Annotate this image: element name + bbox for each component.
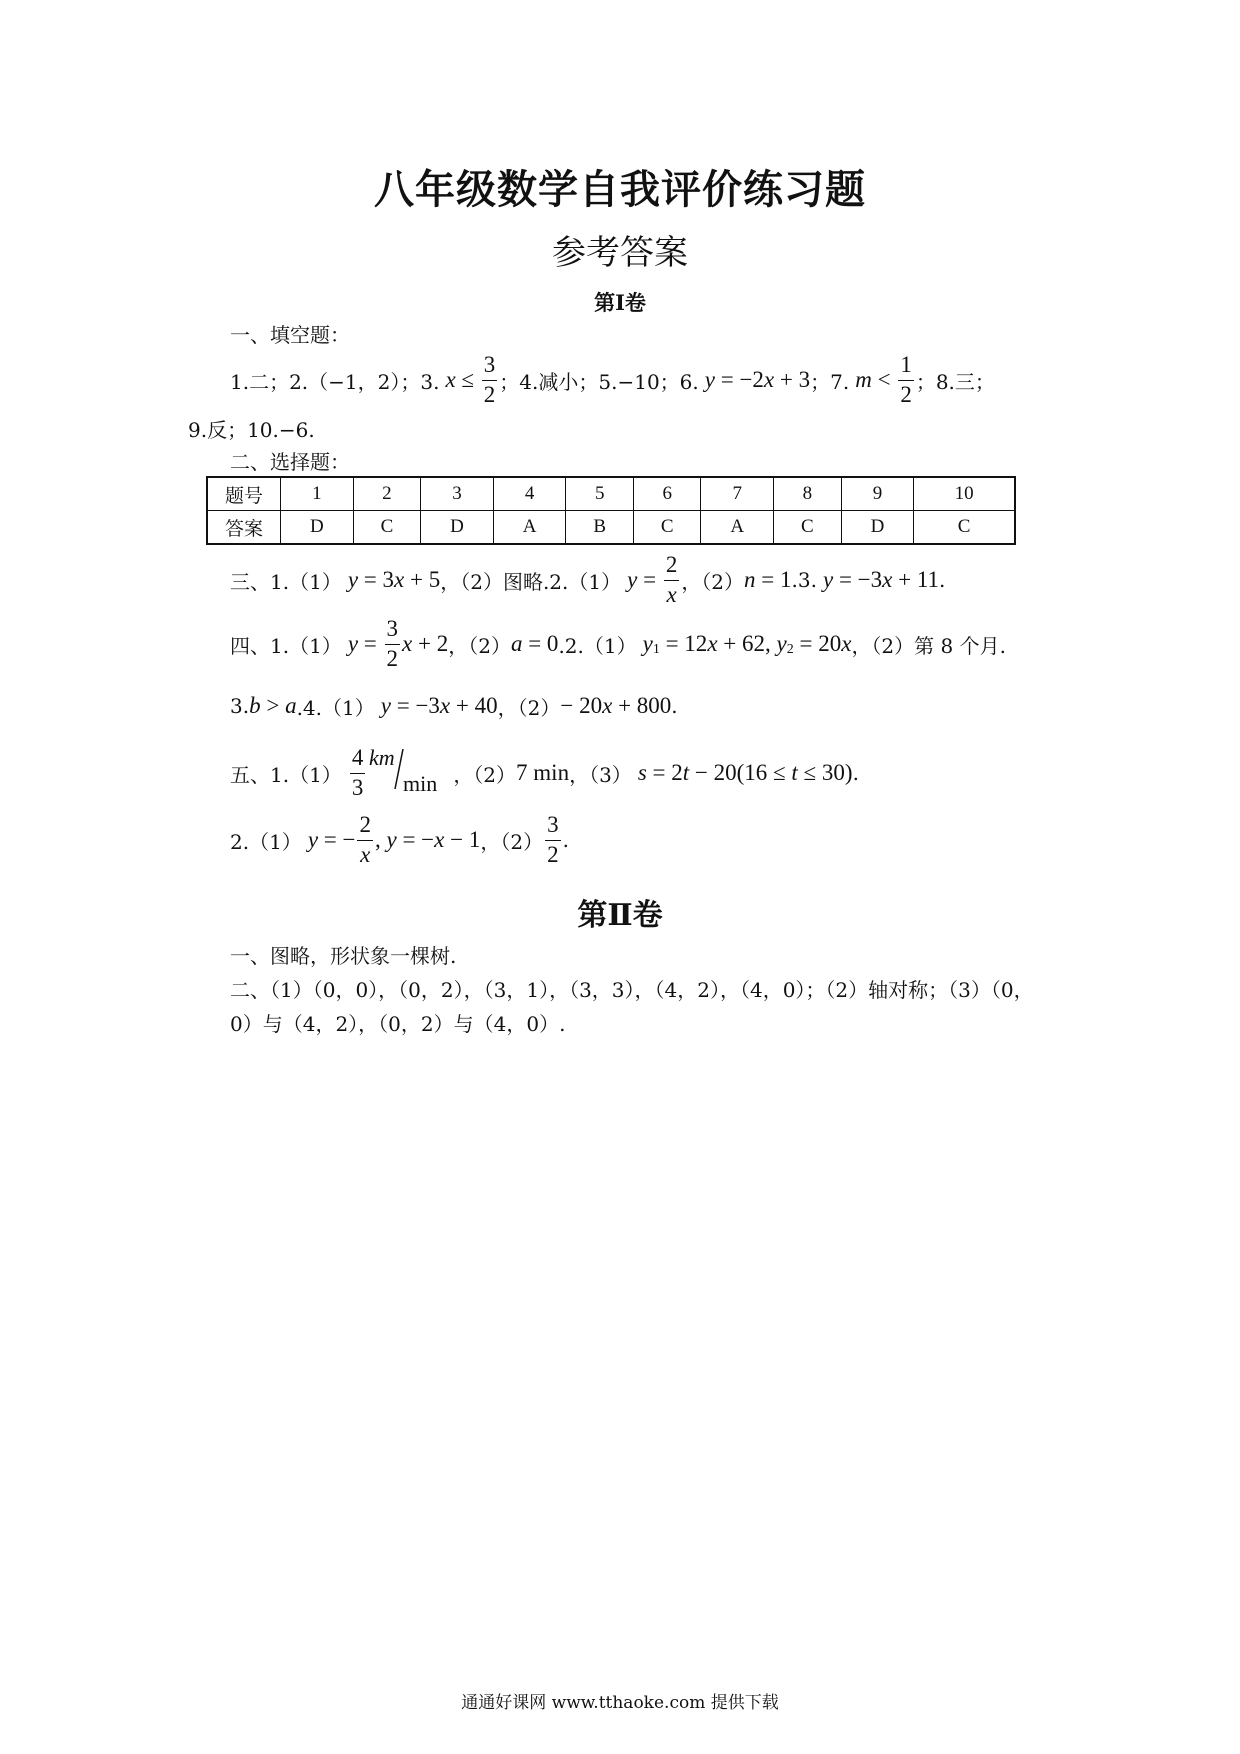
answer-cell: C xyxy=(633,511,701,545)
fill-text-c: ；7. xyxy=(810,369,850,394)
question-number: 9 xyxy=(841,477,914,511)
fill-text-b: ；4.减小；5.−10；6. xyxy=(499,369,699,394)
fraction: $\frac{4}{3}$ xyxy=(351,745,364,800)
math-expr: y xyxy=(704,367,715,392)
page-subtitle: 参考答案 xyxy=(552,233,688,273)
answer-cell: C xyxy=(774,511,842,545)
svg-text:km: km xyxy=(369,745,395,770)
vol2-line-1: 一、图略，形状象一棵树. xyxy=(230,944,457,968)
question-number: 1 xyxy=(281,477,354,511)
speed-unit xyxy=(367,745,453,801)
s4-text-f: .4.（1） xyxy=(296,695,375,720)
question-number: 3 xyxy=(421,477,494,511)
s5-text-f: ，（2） xyxy=(480,829,544,854)
row-label-answer: 答案 xyxy=(207,511,281,545)
fraction: $\frac{1}{2}$ xyxy=(900,352,912,407)
section-4-line-1: 四、1.（1） y = $\frac{3}{2}$ x + 2 ，（2） a = 0 .2.（1） y 1 = 12 x + 62, y 2 = 20 x ，（2）第 8 个月. xyxy=(230,616,1006,671)
s5-text-e: 2.（1） xyxy=(230,829,302,854)
s3-text-b: ，（2）图略.2.（1） xyxy=(440,569,622,594)
fill-line-2: 9.反；10.−6. xyxy=(188,418,315,442)
s3-text-a: 三、1.（1） xyxy=(230,569,342,594)
table-row xyxy=(207,477,1015,511)
question-number: 2 xyxy=(353,477,421,511)
fraction: $\frac{2}{x}$ xyxy=(665,552,678,607)
answer-cell: B xyxy=(566,511,634,545)
s5-text-a: 五、1.（1） xyxy=(230,762,342,787)
s4-text-c: .2.（1） xyxy=(558,633,637,658)
question-number: 5 xyxy=(566,477,634,511)
s5-text-g: . xyxy=(562,828,569,852)
answer-cell: D xyxy=(841,511,914,545)
section-5-line-2: 2.（1） y = − $\frac{2}{x}$ , y = − x − 1 ，（2） $\frac{3}{2}$ . xyxy=(230,812,569,867)
math-expr: m xyxy=(855,367,872,392)
s5-text-b: ，（2） xyxy=(453,762,517,787)
question-number: 6 xyxy=(633,477,701,511)
fraction: $\frac{3}{2}$ xyxy=(386,616,399,671)
volume-1-heading: 第Ⅰ卷 xyxy=(594,290,646,315)
s4-text-e: 3. xyxy=(230,694,250,718)
answer-cell: C xyxy=(353,511,421,545)
row-label-number: 题号 xyxy=(207,477,281,511)
footer-credit: 通通好课网 www.tthaoke.com 提供下载 xyxy=(461,1693,779,1713)
table-row xyxy=(207,511,1015,545)
s5-text-c: ，（3） xyxy=(569,762,632,787)
answer-cell: A xyxy=(701,511,774,545)
answer-cell: C xyxy=(914,511,1015,545)
vol2-line-3: 0）与（4，2），（0，2）与（4，0）. xyxy=(230,1012,566,1036)
section-4-line-2: 3. b > a .4.（1） y = −3 x + 40 ，（2） − 20 x + 800 . xyxy=(230,693,678,720)
s5-text-d: . xyxy=(852,761,859,785)
s3-text-c: ，（2） xyxy=(681,569,745,594)
page-title: 八年级数学自我评价练习题 xyxy=(374,166,866,213)
s4-text-d: ，（2）第 8 个月. xyxy=(851,633,1006,658)
question-number: 4 xyxy=(493,477,566,511)
svg-text:min: min xyxy=(403,771,438,796)
fraction: $\frac{2}{x}$ xyxy=(359,812,371,867)
s4-text-g: ，（2） xyxy=(497,695,561,720)
vol2-line-2: 二、（1）（0，0），（0，2），（3，1），（3，3），（4，2），（4，0）；（2）轴对称；（3）（0， xyxy=(230,978,1034,1002)
fraction: $\frac{3}{2}$ xyxy=(483,352,496,407)
answer-cell: D xyxy=(421,511,494,545)
fill-heading: 一、填空题： xyxy=(230,323,350,347)
fraction: $\frac{3}{2}$ xyxy=(547,812,559,867)
question-number: 10 xyxy=(914,477,1015,511)
section-3-line: 三、1.（1） y = 3 x + 5 ，（2）图略.2.（1） y = $\frac{2}{x}$ ，（2） n = 1 . 3. y = −3 x + 11 . xyxy=(230,552,946,607)
fill-line-1: 1.二；2.（−1，2）；3. x ≤ $\frac{3}{2}$ ；4.减小；5.−10；6. y = −2 x + 3 ；7. m < $\frac{1}{2}$ ；8.三； xyxy=(230,352,995,407)
choice-heading: 二、选择题： xyxy=(230,450,350,474)
answer-cell: D xyxy=(281,511,354,545)
math-expr: x xyxy=(445,367,456,392)
km-per-min-unit-icon xyxy=(367,745,453,801)
volume-2-heading: 第Ⅱ卷 xyxy=(577,898,663,933)
fill-text-a: 1.二；2.（−1，2）；3. xyxy=(230,369,440,394)
answer-table xyxy=(206,476,1016,545)
fill-text-d: ；8.三； xyxy=(915,369,995,394)
s3-text-d: 3. xyxy=(797,568,817,592)
question-number: 7 xyxy=(701,477,774,511)
question-number: 8 xyxy=(774,477,842,511)
s4-text-b: ，（2） xyxy=(448,633,511,658)
s4-text-a: 四、1.（1） xyxy=(230,633,342,658)
s4-text-h: . xyxy=(671,694,678,718)
answer-cell: A xyxy=(493,511,566,545)
section-5-line-1: 五、1.（1） $\frac{4}{3}$ km min ，（2） 7 min ，（3） s = 2 t − 20(16 ≤ t ≤ 30) . xyxy=(230,745,859,800)
